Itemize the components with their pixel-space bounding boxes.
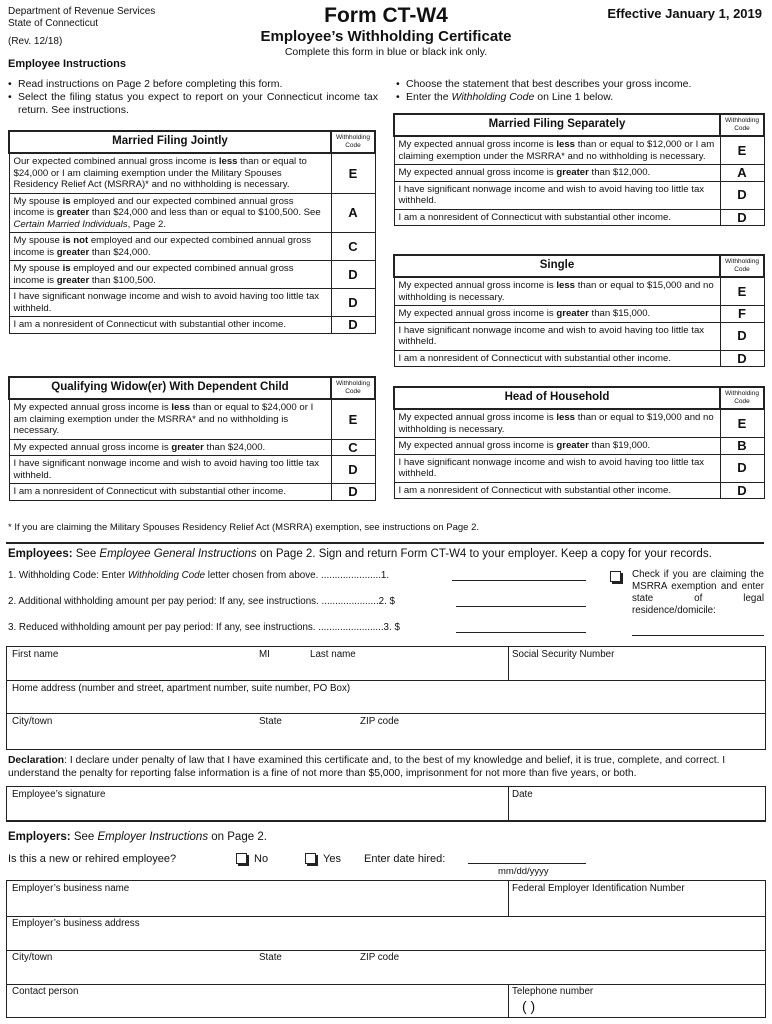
effective-date: Effective January 1, 2019: [607, 6, 762, 21]
table-header-row: [394, 114, 764, 136]
dept-name: Department of Revenue Services: [8, 6, 156, 17]
withholding-code: D: [720, 482, 764, 499]
table-row[interactable]: [9, 439, 375, 456]
withholding-code: D: [720, 322, 764, 350]
statement-cell: My expected annual gross income is less than or equal to $15,000 and no withholding is necessary.: [394, 277, 720, 306]
withholding-code: E: [720, 277, 764, 306]
withholding-code: E: [331, 153, 375, 193]
withholding-code: F: [720, 306, 764, 323]
table-row[interactable]: [394, 306, 764, 323]
business-address-field[interactable]: Employer’s business address: [12, 918, 140, 929]
statement-cell: I have significant nonwage income and wish to avoid having too little tax withheld.: [9, 456, 331, 484]
yes-checkbox[interactable]: [305, 853, 316, 864]
statement-cell: My expected annual gross income is less than or equal to $19,000 and no withholding is necessary.: [394, 409, 720, 438]
statement-cell: My expected annual gross income is greater than $12,000.: [394, 165, 720, 182]
legal-residence-field[interactable]: [632, 623, 764, 636]
table-married-filing-separately: [393, 113, 765, 226]
withholding-code: D: [331, 484, 375, 501]
employer-city-field[interactable]: City/town: [12, 952, 53, 963]
signature-field[interactable]: Employee’s signature: [12, 789, 106, 800]
employee-info-box: [6, 646, 766, 750]
statement-cell: I am a nonresident of Connecticut with substantial other income.: [9, 317, 331, 334]
table-header-row: [9, 377, 375, 399]
table-row[interactable]: [394, 409, 764, 438]
table-row[interactable]: [394, 322, 764, 350]
withholding-code: D: [720, 181, 764, 209]
employer-zip-field[interactable]: ZIP code: [360, 952, 400, 963]
statement-cell: I am a nonresident of Connecticut with substantial other income.: [394, 209, 720, 226]
statement-cell: I am a nonresident of Connecticut with substantial other income.: [394, 482, 720, 499]
state-field[interactable]: State: [259, 716, 282, 727]
date-field[interactable]: Date: [512, 789, 533, 800]
phone-parentheses: ( ): [522, 998, 536, 1014]
withholding-code: E: [720, 136, 764, 165]
home-address-field[interactable]: Home address (number and street, apartment number, suite number, PO Box): [12, 683, 351, 694]
first-name-field[interactable]: First name: [12, 649, 59, 660]
withholding-code: D: [720, 209, 764, 226]
statement-cell: I have significant nonwage income and wish to avoid having too little tax withheld.: [9, 289, 331, 317]
withholding-code-header: Withholding Code: [720, 255, 764, 277]
withholding-code: E: [720, 409, 764, 438]
yes-label: Yes: [323, 853, 341, 865]
revision: (Rev. 12/18): [8, 36, 63, 47]
table-row[interactable]: [9, 153, 375, 193]
table-title: Married Filing Separately: [394, 114, 720, 136]
statement-cell: My spouse is employed and our expected combined annual gross income is greater than $100,500.: [9, 261, 331, 289]
table-row[interactable]: [9, 317, 375, 334]
instruction-item: • Enter the Withholding Code on Line 1 below.: [396, 91, 766, 104]
instruction-item: • Read instructions on Page 2 before completing this form.: [8, 78, 378, 91]
statement-cell: My expected annual gross income is less than or equal to $12,000 or I am claiming exemption under the MSRRA* and no withholding is necessary.: [394, 136, 720, 165]
contact-person-field[interactable]: Contact person: [12, 986, 79, 997]
table-single: [393, 254, 765, 367]
withholding-code: D: [720, 454, 764, 482]
table-married-filing-jointly: [8, 130, 376, 334]
statement-cell: My spouse is employed and our expected combined annual gross income is greater than $24,000 and less than or equal to $100,500. See Certain Married Individuals, Page 2.: [9, 193, 331, 233]
last-name-field[interactable]: Last name: [310, 649, 356, 660]
new-employee-question: Is this a new or rehired employee?: [8, 853, 177, 865]
table-row[interactable]: [394, 209, 764, 226]
table-title: Head of Household: [394, 387, 720, 409]
statement-cell: I am a nonresident of Connecticut with substantial other income.: [394, 350, 720, 367]
table-header-row: [9, 131, 375, 153]
footnote: * If you are claiming the Military Spouses Residency Relief Act (MSRRA) exemption, see instructions on Page 2.: [8, 522, 479, 533]
fein-field[interactable]: Federal Employer Identification Number: [512, 883, 685, 894]
instructions-heading: Employee Instructions: [8, 58, 126, 70]
state-name: State of Connecticut: [8, 18, 99, 29]
city-field[interactable]: City/town: [12, 716, 53, 727]
divider: [6, 542, 764, 544]
employees-heading: Employees: See Employee General Instructions on Page 2. Sign and return Form CT-W4 to your employer. Keep a copy for your records.: [8, 548, 712, 560]
declaration-text: Declaration: I declare under penalty of law that I have examined this certificate and, to the best of my knowledge and belief, it is true, complete, and correct. I understand the penalty for reporting false information is a fine of not more than $5,000, imprisonment for not more than five years, or both.: [8, 755, 726, 779]
statement-cell: I have significant nonwage income and wish to avoid having too little tax withheld.: [394, 454, 720, 482]
line-3-label: 3. Reduced withholding amount per pay period: If any, see instructions. ........................3. $: [8, 622, 400, 633]
withholding-code: C: [331, 233, 375, 261]
line-2-label: 2. Additional withholding amount per pay period: If any, see instructions. .....................2. $: [8, 596, 396, 607]
withholding-code-header: Withholding Code: [720, 114, 764, 136]
table-row[interactable]: [394, 438, 764, 455]
table-row[interactable]: [9, 193, 375, 233]
mi-field[interactable]: MI: [259, 649, 270, 660]
table-row[interactable]: [9, 261, 375, 289]
table-row[interactable]: [9, 456, 375, 484]
statement-cell: I have significant nonwage income and wish to avoid having too little tax withheld.: [394, 322, 720, 350]
telephone-field[interactable]: Telephone number: [512, 986, 594, 997]
withholding-code: D: [331, 317, 375, 334]
table-row[interactable]: [394, 165, 764, 182]
table-qualifying-widower: [8, 376, 376, 501]
employer-info-box: [6, 880, 766, 1018]
table-title: Qualifying Widow(er) With Dependent Child: [9, 377, 331, 399]
table-row[interactable]: [394, 277, 764, 306]
statement-cell: My expected annual gross income is less than or equal to $24,000 or I am claiming exemption under the MSRRA* and no withholding is necessary.: [9, 399, 331, 439]
table-row[interactable]: [394, 136, 764, 165]
additional-withholding-field[interactable]: [456, 594, 586, 607]
withholding-code: C: [331, 439, 375, 456]
withholding-code: D: [331, 456, 375, 484]
withholding-code-header: Withholding Code: [720, 387, 764, 409]
msrra-checkbox[interactable]: [610, 571, 621, 582]
instruction-item: • Select the filing status you expect to report on your Connecticut income tax return. See instructions.: [8, 91, 378, 117]
table-head-of-household: [393, 386, 765, 499]
table-row[interactable]: [394, 181, 764, 209]
line-1-label: 1. Withholding Code: Enter Withholding Code letter chosen from above. ......................1.: [8, 570, 390, 581]
table-row[interactable]: [9, 233, 375, 261]
date-hired-label: Enter date hired:: [364, 853, 446, 865]
statement-cell: My spouse is not employed and our expected combined annual gross income is greater than $24,000.: [9, 233, 331, 261]
withholding-code: D: [331, 261, 375, 289]
table-title: Married Filing Jointly: [9, 131, 331, 153]
signature-box: [6, 786, 766, 822]
withholding-code: B: [720, 438, 764, 455]
date-format-hint: mm/dd/yyyy: [498, 866, 549, 877]
zip-field[interactable]: ZIP code: [360, 716, 400, 727]
msrra-label: Check if you are claiming the MSRRA exemption and enter state of legal residence/domicile:: [632, 569, 764, 616]
table-row[interactable]: [9, 484, 375, 501]
ink-note: Complete this form in blue or black ink only.: [284, 46, 488, 58]
table-row[interactable]: [394, 350, 764, 367]
withholding-code: A: [720, 165, 764, 182]
withholding-code-header: Withholding Code: [331, 377, 375, 399]
withholding-code: E: [331, 399, 375, 439]
employer-state-field[interactable]: State: [259, 952, 282, 963]
withholding-code: D: [331, 289, 375, 317]
statement-cell: I have significant nonwage income and wish to avoid having too little tax withheld.: [394, 181, 720, 209]
statement-cell: My expected annual gross income is greater than $24,000.: [9, 439, 331, 456]
table-row[interactable]: [394, 482, 764, 499]
table-header-row: [394, 387, 764, 409]
statement-cell: I am a nonresident of Connecticut with substantial other income.: [9, 484, 331, 501]
no-label: No: [254, 853, 269, 865]
table-row[interactable]: [9, 289, 375, 317]
form-subtitle: Employee’s Withholding Certificate: [260, 28, 512, 45]
table-header-row: [394, 255, 764, 277]
instructions-right: [396, 78, 766, 104]
ssn-field[interactable]: Social Security Number: [512, 649, 615, 660]
statement-cell: My expected annual gross income is greater than $19,000.: [394, 438, 720, 455]
statement-cell: Our expected combined annual gross income is less than or equal to $24,000 or I am claiming exemption under the Military Spouses Residency Relief Act (MSRRA)* and no withholding is necessary.: [9, 153, 331, 193]
withholding-code-header: Withholding Code: [331, 131, 375, 153]
statement-cell: My expected annual gross income is greater than $15,000.: [394, 306, 720, 323]
withholding-code: D: [720, 350, 764, 367]
instruction-item: • Choose the statement that best describes your gross income.: [396, 78, 766, 91]
table-title: Single: [394, 255, 720, 277]
employers-heading: Employers: See Employer Instructions on Page 2.: [8, 831, 267, 843]
date-hired-field[interactable]: [468, 852, 586, 864]
withholding-code: A: [331, 193, 375, 233]
no-checkbox[interactable]: [236, 853, 247, 864]
table-row[interactable]: [9, 399, 375, 439]
table-row[interactable]: [394, 454, 764, 482]
reduced-withholding-field[interactable]: [456, 620, 586, 633]
instructions-left: [8, 78, 378, 117]
withholding-code-field[interactable]: [452, 568, 586, 581]
form-title: Form CT-W4: [324, 4, 448, 27]
business-name-field[interactable]: Employer’s business name: [12, 883, 130, 894]
